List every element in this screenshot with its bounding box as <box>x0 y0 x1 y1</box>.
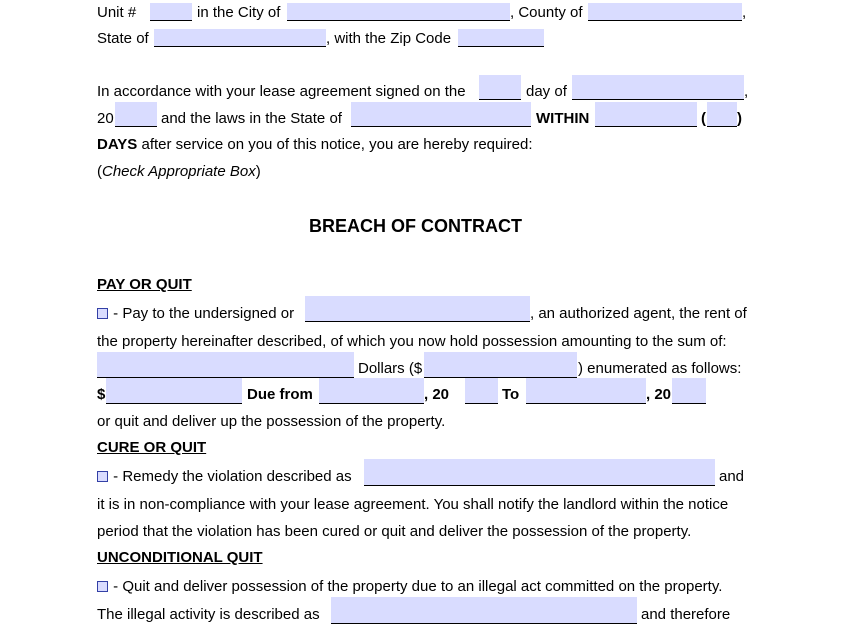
check-italic: Check Appropriate Box <box>102 163 256 180</box>
days-bold: DAYS <box>97 136 138 153</box>
day-of-label: day of <box>526 83 567 100</box>
within-label: WITHIN <box>536 110 590 127</box>
unconditional-quit-checkbox[interactable] <box>97 581 108 592</box>
city-field[interactable] <box>287 3 510 21</box>
dollar-sign: $ <box>97 386 106 403</box>
pay-or-quit-line2: the property hereinafter described, of which you now hold possession amounting to the sum of: <box>97 333 727 350</box>
pay-or-quit-line5: or quit and deliver up the possession of the property. <box>97 413 446 430</box>
to-label: To <box>502 386 520 403</box>
open-paren: ( <box>701 110 706 127</box>
zip-label: , with the Zip Code <box>326 30 452 47</box>
cure-or-quit-line3: period that the violation has been cured or quit and deliver the possession of the property. <box>97 523 692 540</box>
laws-label: and the laws in the State of <box>161 110 342 127</box>
within-days-words-field[interactable] <box>595 102 697 127</box>
due-from-date-field[interactable] <box>319 378 424 404</box>
pay-or-quit-title: PAY OR QUIT <box>97 276 192 293</box>
zip-code-field[interactable] <box>458 29 544 47</box>
within-days-number-field[interactable] <box>707 102 737 127</box>
lease-day-field[interactable] <box>479 75 521 100</box>
dollars-label: Dollars ($ <box>358 360 423 377</box>
violation-description-field[interactable] <box>364 459 715 486</box>
enumerated-label: ) enumerated as follows: <box>578 360 742 377</box>
due-from-label: Due from <box>247 386 313 403</box>
pay-or-quit-line1 <box>97 305 294 323</box>
pay-or-quit-line1-b: , an authorized agent, the rent of <box>530 305 747 322</box>
pay-or-quit-line1-text: - Pay to the undersigned or <box>113 305 295 322</box>
state-label: State of <box>97 30 149 47</box>
due-from-year-field[interactable] <box>465 378 498 404</box>
lease-state-field[interactable] <box>351 102 531 127</box>
state-field[interactable] <box>154 29 326 47</box>
year1-label: , 20 <box>424 386 450 403</box>
unit-label: Unit # <box>97 4 137 21</box>
unit-number-field[interactable] <box>150 3 192 21</box>
check-open: ( <box>97 163 102 180</box>
pay-or-quit-checkbox[interactable] <box>97 308 108 319</box>
rent-amount-field[interactable] <box>106 378 242 404</box>
unconditional-quit-title: UNCONDITIONAL QUIT <box>97 549 263 566</box>
check-box-note <box>97 163 261 181</box>
month-comma: , <box>744 83 749 100</box>
year-prefix: 20 <box>97 110 114 127</box>
cure-or-quit-checkbox[interactable] <box>97 471 108 482</box>
cure-and-label: and <box>719 468 745 485</box>
cure-or-quit-line2: it is in non-compliance with your lease agreement. You shall notify the landlord within the notice <box>97 496 729 513</box>
agent-name-field[interactable] <box>305 296 530 322</box>
due-to-date-field[interactable] <box>526 378 646 404</box>
close-paren: ) <box>737 110 742 127</box>
cure-or-quit-line1-text: - Remedy the violation described as <box>113 468 352 485</box>
unconditional-quit-line1 <box>97 578 722 596</box>
unconditional-quit-line2-a: The illegal activity is described as <box>97 606 320 623</box>
check-close: ) <box>255 163 261 180</box>
unconditional-quit-line2-b: and therefore <box>641 606 731 623</box>
county-comma: , <box>742 4 747 21</box>
lease-intro: In accordance with your lease agreement signed on the <box>97 83 466 100</box>
lease-year-field[interactable] <box>115 102 157 127</box>
days-rest: after service on you of this notice, you are hereby required: <box>141 136 533 153</box>
county-label: , County of <box>510 4 583 21</box>
city-label: in the City of <box>197 4 281 21</box>
unconditional-quit-line1-text: - Quit and deliver possession of the property due to an illegal act committed on the property. <box>113 578 723 595</box>
days-line <box>97 136 533 154</box>
year2-label: , 20 <box>646 386 672 403</box>
cure-or-quit-title: CURE OR QUIT <box>97 439 207 456</box>
county-field[interactable] <box>588 3 742 21</box>
lease-month-field[interactable] <box>572 75 744 100</box>
amount-number-field[interactable] <box>424 352 577 378</box>
amount-words-field[interactable] <box>97 352 354 378</box>
due-to-year-field[interactable] <box>672 378 706 404</box>
cure-or-quit-line1 <box>97 468 352 486</box>
section-heading: BREACH OF CONTRACT <box>309 216 522 236</box>
